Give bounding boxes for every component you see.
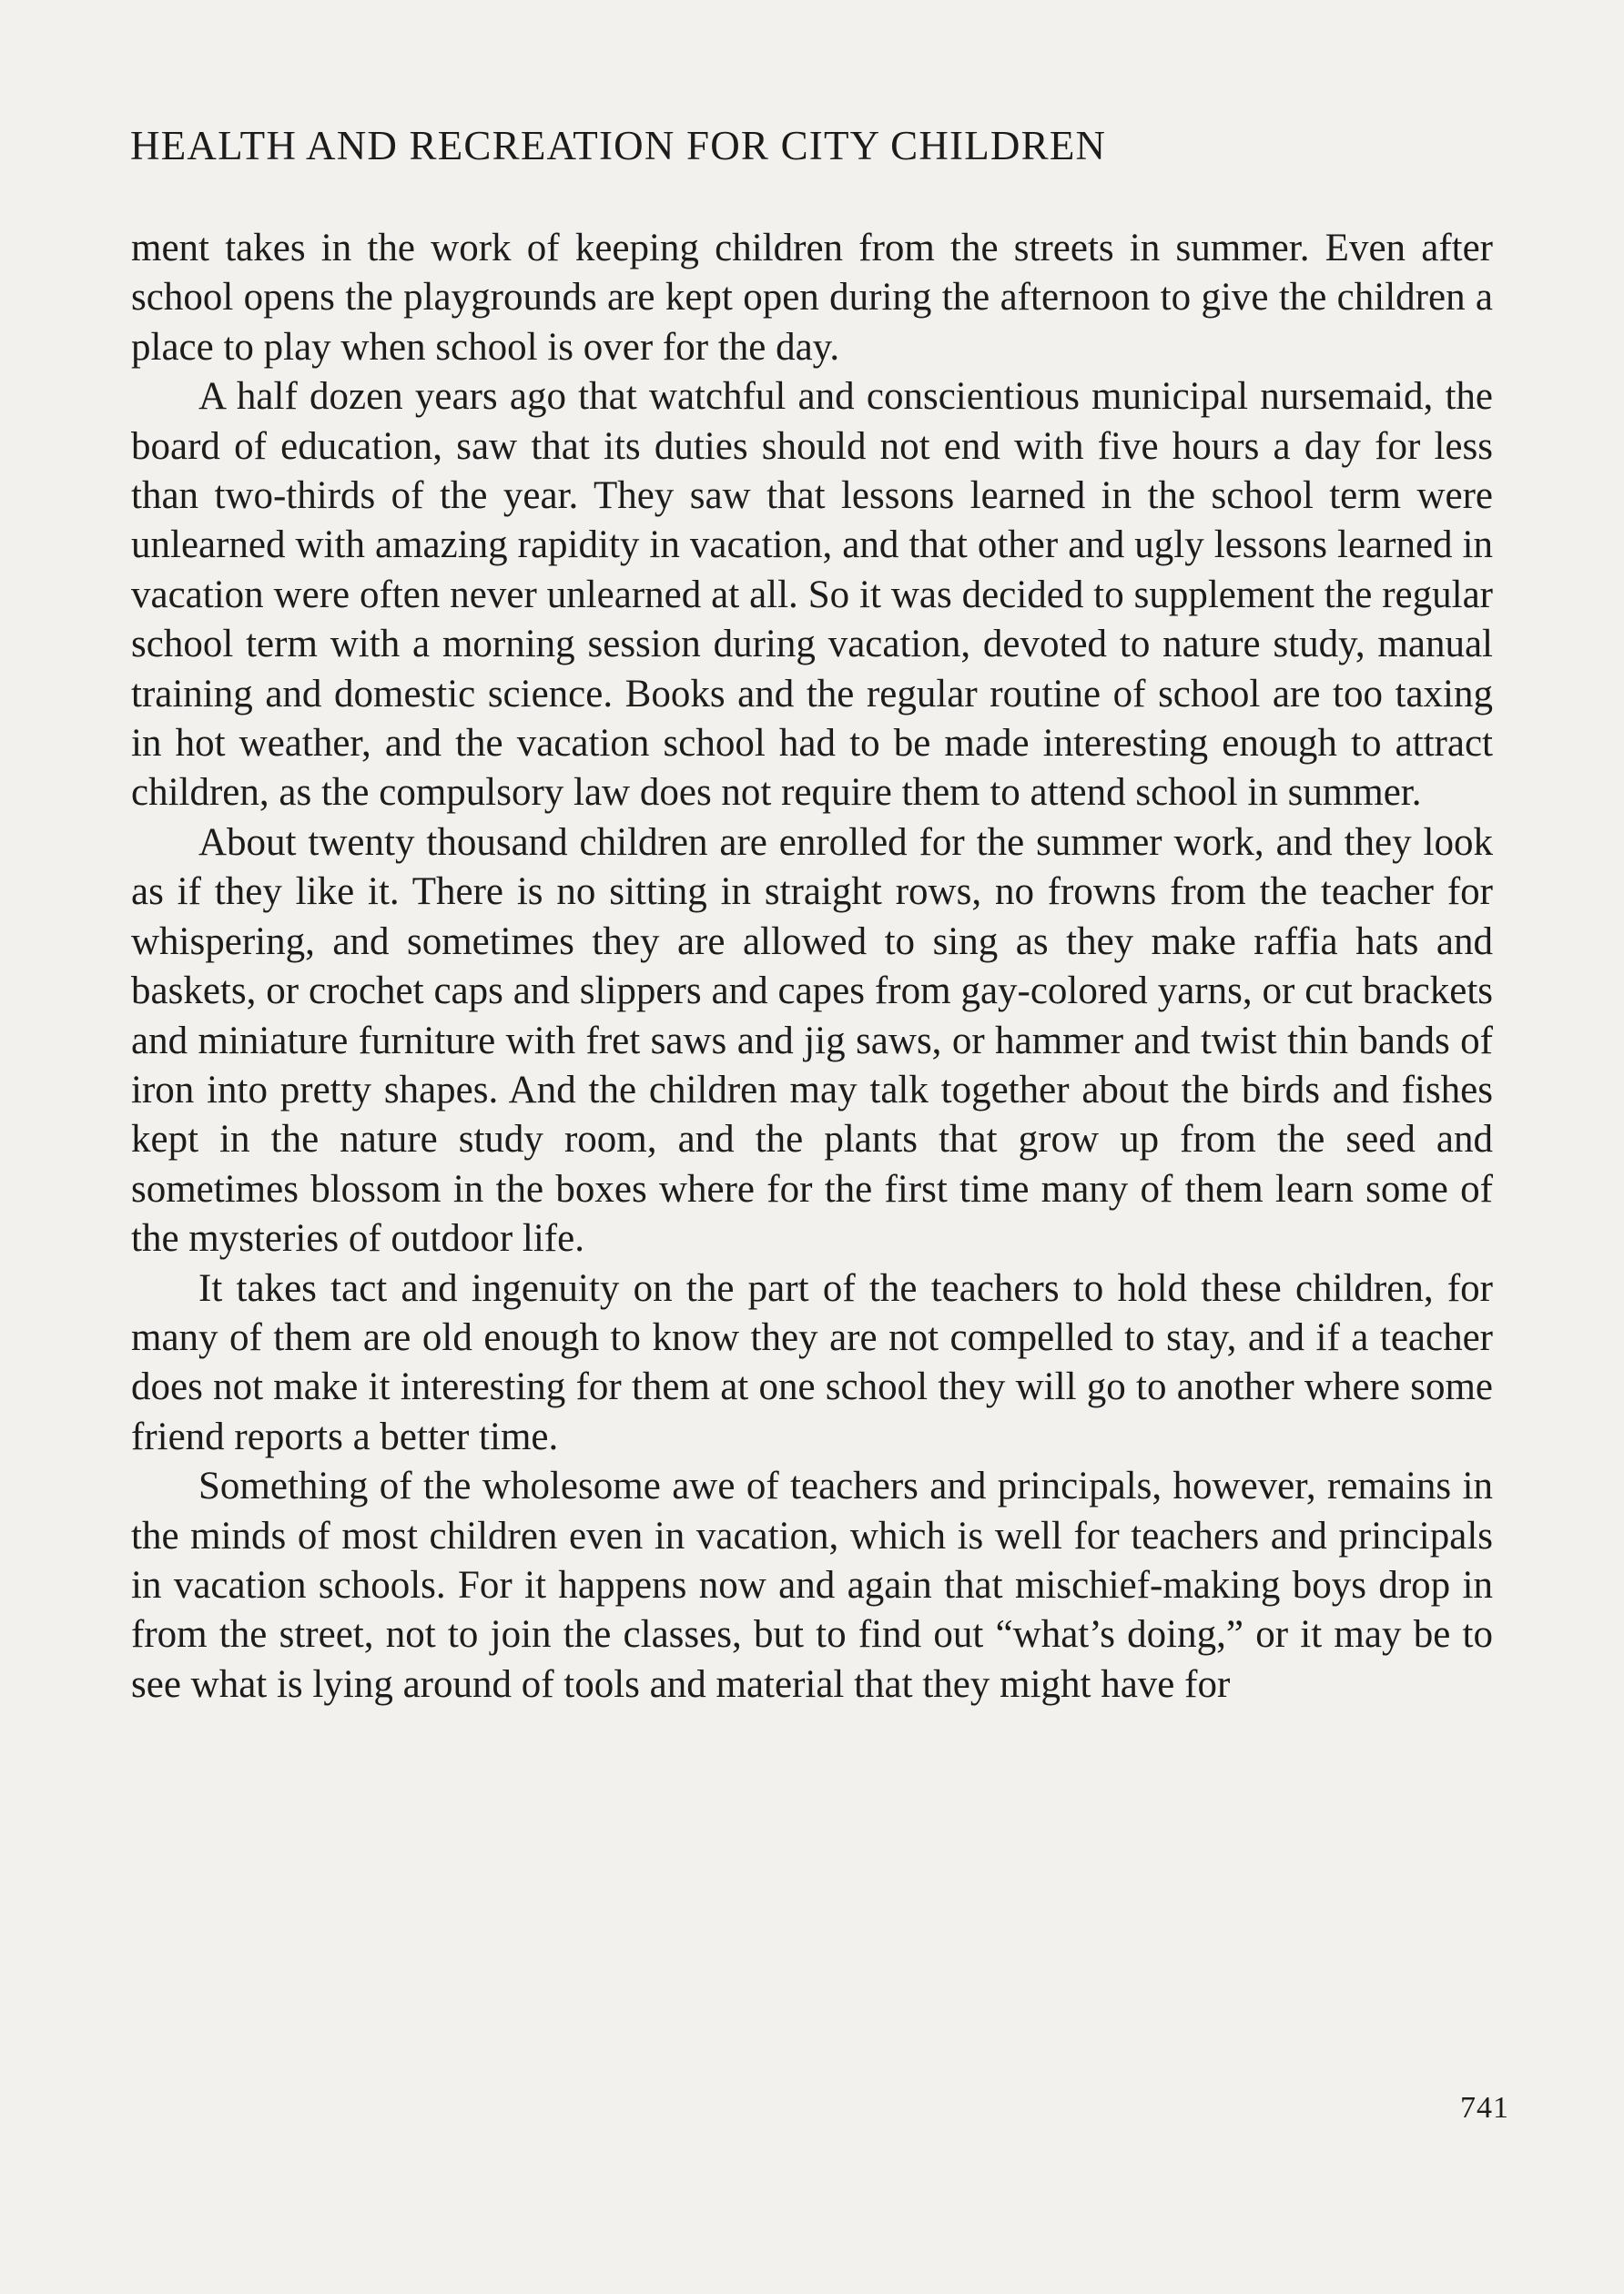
- paragraph-continued: ment takes in the work of keeping children from the streets in summer. Even after school opens the playgrounds are kept open during the afternoon to give the children a place to play when school is over for the day.: [131, 227, 1493, 369]
- paragraph: It takes tact and ingenuity on the part of the teachers to hold these children, for many of them are old enough to know they are not compelled to stay, and if a teacher does not make it interesting for them at one school they will go to another where some friend reports a better time.: [131, 1266, 1493, 1458]
- paragraph: A half dozen years ago that watchful and conscientious municipal nursemaid, the board of education, saw that its duties should not end with five hours a day for less than two-thirds of the year. They saw that lessons learned in the school term were unlearned with amazing rapidity in vacation, and that other and ugly lessons learned in vacation were often never unlearned at all. So it was decided to supplement the regular school term with a morning session during vacation, devoted to nature study, manual training and domestic science. Books and the regular routine of school are too taxing in hot weather, and the vacation school had to be made interesting enough to attract children, as the compulsory law does not require them to attend school in summer.: [131, 375, 1493, 815]
- running-head: HEALTH AND RECREATION FOR CITY CHILDREN: [130, 123, 1107, 168]
- paragraph: Something of the wholesome awe of teachers and principals, however, remains in the minds of most children even in vacation, which is well for teachers and principals in vacation schools. For it happens now and again that mischief-making boys drop in from the street, not to join the classes, but to find out “what’s doing,” or it may be to see what is lying around of tools and material that they might have for: [131, 1465, 1493, 1706]
- body-text: [131, 224, 1493, 1710]
- paragraph: About twenty thousand children are enrolled for the summer work, and they look as if they like it. There is no sitting in straight rows, no frowns from the teacher for whispering, and sometimes they are allowed to sing as they make raffia hats and baskets, or crochet caps and slippers and capes from gay-colored yarns, or cut brackets and miniature furniture with fret saws and jig saws, or hammer and twist thin bands of iron into pretty shapes. And the children may talk together about the birds and fishes kept in the nature study room, and the plants that grow up from the seed and sometimes blossom in the boxes where for the first time many of them learn some of the mysteries of outdoor life.: [131, 820, 1493, 1261]
- page-number: 741: [1460, 2091, 1509, 2125]
